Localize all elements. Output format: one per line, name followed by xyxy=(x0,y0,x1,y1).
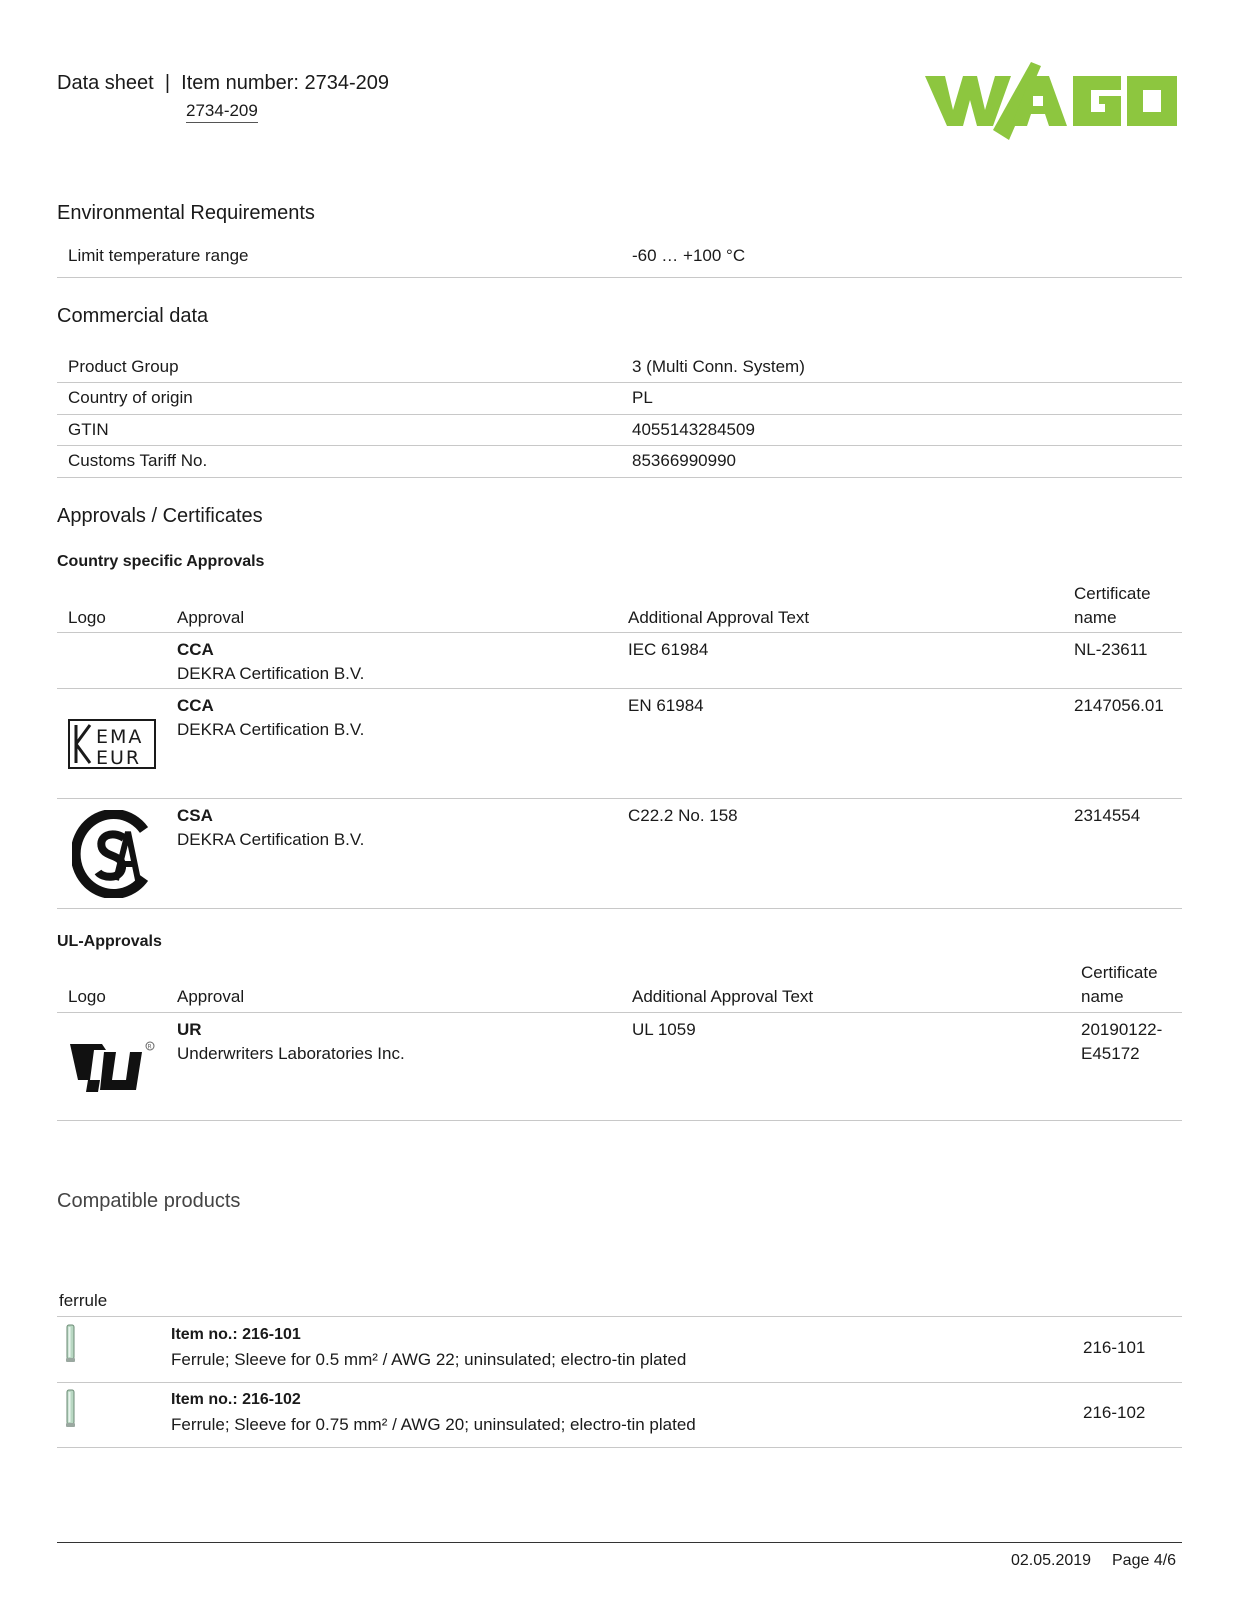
ul-approval-cert-line1: 20190122- xyxy=(1081,1020,1163,1039)
ul-col-logo: Logo xyxy=(68,987,106,1006)
divider xyxy=(57,1447,1182,1448)
ul-approval-org-0: Underwriters Laboratories Inc. xyxy=(177,1044,405,1063)
svg-text:EUR: EUR xyxy=(96,747,142,769)
divider xyxy=(57,445,1182,446)
commercial-label-3: Customs Tariff No. xyxy=(68,451,208,470)
divider xyxy=(57,477,1182,478)
compatible-item-code-0[interactable]: 216-101 xyxy=(1083,1338,1146,1357)
commercial-label-1: Country of origin xyxy=(68,388,193,407)
ferrule-icon[interactable] xyxy=(62,1324,78,1364)
approval-name-2: CSA xyxy=(177,806,213,825)
approval-name-1: CCA xyxy=(177,696,214,715)
col-approval: Approval xyxy=(177,608,245,627)
kema-keur-logo xyxy=(68,719,156,769)
commercial-value-2: 4055143284509 xyxy=(632,420,755,439)
compatible-item-desc-1: Ferrule; Sleeve for 0.75 mm² / AWG 20; uninsulated; electro-tin plated xyxy=(171,1415,696,1434)
compatible-group-label: ferrule xyxy=(59,1291,108,1310)
ul-approval-name-0: UR xyxy=(177,1020,202,1039)
approval-cert-2: 2314554 xyxy=(1074,806,1141,825)
divider xyxy=(57,798,1182,799)
commercial-label-2: GTIN xyxy=(68,420,109,439)
footer-divider xyxy=(57,1542,1182,1543)
compatible-item-code-1[interactable]: 216-102 xyxy=(1083,1403,1146,1422)
approval-org-1: DEKRA Certification B.V. xyxy=(177,720,365,739)
approval-cert-1: 2147056.01 xyxy=(1074,696,1164,715)
commercial-value-0: 3 (Multi Conn. System) xyxy=(632,357,805,376)
compatible-heading: Compatible products xyxy=(57,1190,241,1212)
ul-col-additional-text: Additional Approval Text xyxy=(632,987,814,1006)
approval-text-0: IEC 61984 xyxy=(628,640,709,659)
col-logo: Logo xyxy=(68,608,106,627)
commercial-label-0: Product Group xyxy=(68,357,179,376)
ul-approval-text-0: UL 1059 xyxy=(632,1020,696,1039)
env-value-0: -60 … +100 °C xyxy=(632,246,746,265)
ul-col-approval: Approval xyxy=(177,987,245,1006)
approval-org-0: DEKRA Certification B.V. xyxy=(177,664,365,683)
item-number-link[interactable]: 2734-209 xyxy=(186,101,258,123)
ul-approval-cert-line2: E45172 xyxy=(1081,1044,1140,1063)
footer-date: 02.05.2019 xyxy=(1011,1552,1092,1569)
compatible-item-title-1[interactable]: Item no.: 216-102 xyxy=(171,1391,301,1408)
divider xyxy=(57,1382,1182,1383)
divider xyxy=(57,1316,1182,1317)
csa-logo xyxy=(72,810,152,898)
divider xyxy=(57,688,1182,689)
ul-col-certificate: Certificate xyxy=(1081,963,1158,982)
country-approvals-heading: Country specific Approvals xyxy=(57,553,265,570)
approval-org-2: DEKRA Certification B.V. xyxy=(177,830,365,849)
approval-text-2: C22.2 No. 158 xyxy=(628,806,738,825)
approval-text-1: EN 61984 xyxy=(628,696,704,715)
divider xyxy=(57,382,1182,383)
footer-page: Page 4/6 xyxy=(1112,1552,1177,1569)
col-certificate-name: name xyxy=(1074,608,1117,627)
ul-recognized-logo xyxy=(68,1040,158,1094)
compatible-item-desc-0: Ferrule; Sleeve for 0.5 mm² / AWG 22; uninsulated; electro-tin plated xyxy=(171,1350,687,1369)
approval-cert-0: NL-23611 xyxy=(1074,640,1148,659)
compatible-item-title-0[interactable]: Item no.: 216-101 xyxy=(171,1326,301,1343)
col-certificate: Certificate xyxy=(1074,584,1151,603)
divider xyxy=(57,908,1182,909)
wago-logo xyxy=(925,58,1179,144)
environmental-heading: Environmental Requirements xyxy=(57,202,315,224)
divider xyxy=(57,1120,1182,1121)
commercial-value-3: 85366990990 xyxy=(632,451,737,470)
approvals-heading: Approvals / Certificates xyxy=(57,505,263,527)
commercial-value-1: PL xyxy=(632,388,653,407)
ul-col-certificate-name: name xyxy=(1081,987,1124,1006)
svg-text:R: R xyxy=(147,1043,152,1051)
commercial-heading: Commercial data xyxy=(57,305,209,327)
page-title: Data sheet | Item number: 2734-209 xyxy=(57,72,390,94)
divider xyxy=(57,277,1182,278)
divider xyxy=(57,1012,1182,1013)
divider xyxy=(57,414,1182,415)
divider xyxy=(57,632,1182,633)
ferrule-icon[interactable] xyxy=(62,1389,78,1429)
approval-name-0: CCA xyxy=(177,640,214,659)
ul-approvals-heading: UL-Approvals xyxy=(57,933,162,950)
svg-text:EMA: EMA xyxy=(96,726,144,748)
col-additional-text: Additional Approval Text xyxy=(628,608,810,627)
env-label-0: Limit temperature range xyxy=(68,246,249,265)
